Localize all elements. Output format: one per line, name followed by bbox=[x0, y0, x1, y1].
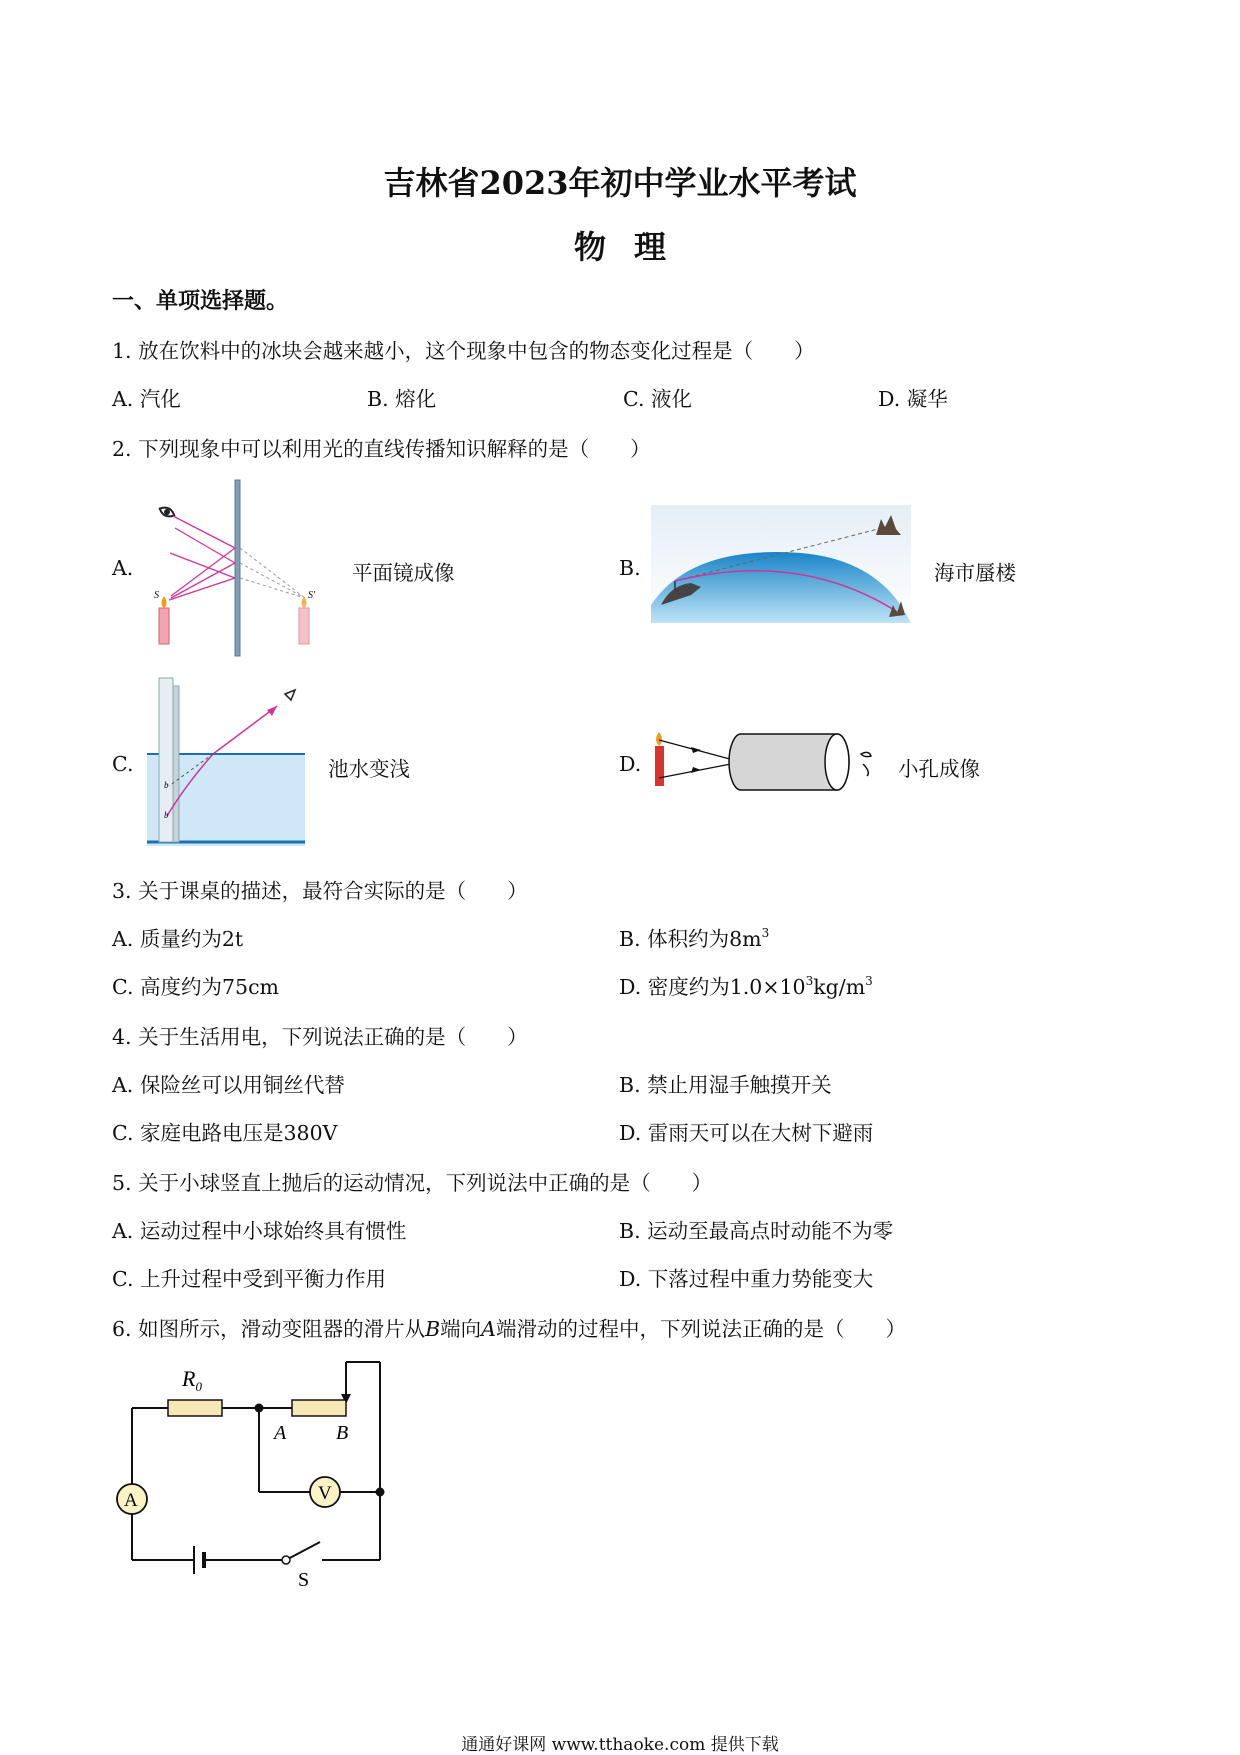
question-5-stem: 5. 关于小球竖直上抛后的运动情况，下列说法中正确的是（ ） bbox=[112, 1171, 713, 1195]
svg-text:b: b bbox=[164, 810, 169, 820]
label-voltmeter: V bbox=[318, 1483, 332, 1504]
q2-option-a: A. bbox=[112, 556, 134, 580]
label-r0: $R_0$ bbox=[182, 1366, 202, 1394]
q5-option-b: B. 运动至最高点时动能不为零 bbox=[619, 1219, 894, 1243]
question-3-stem: 3. 关于课桌的描述，最符合实际的是（ ） bbox=[112, 879, 528, 903]
subject-title: 物理 bbox=[573, 228, 694, 266]
q1-option-b: B. 熔化 bbox=[367, 387, 437, 411]
pinhole-figure bbox=[649, 728, 879, 796]
label-point-a: A bbox=[274, 1422, 287, 1444]
q1-option-c: C. 液化 bbox=[623, 387, 692, 411]
footer: 通通好课网 www.tthaoke.com 提供下载 bbox=[461, 1735, 779, 1755]
rheostat bbox=[292, 1400, 346, 1416]
q5-option-a: A. 运动过程中小球始终具有惯性 bbox=[112, 1219, 407, 1243]
mirror-image-figure bbox=[145, 478, 325, 658]
q3-option-b: B. 体积约为$8m^3$ bbox=[619, 926, 770, 951]
label-switch: S bbox=[298, 1569, 310, 1586]
q2-caption-d: 小孔成像 bbox=[898, 757, 980, 781]
mirror-label-s: S bbox=[154, 590, 159, 601]
question-4-stem: 4. 关于生活用电，下列说法正确的是（ ） bbox=[112, 1025, 528, 1049]
q1-option-a: A. 汽化 bbox=[112, 387, 181, 411]
q2-option-d: D. bbox=[619, 752, 642, 776]
q2-caption-c: 池水变浅 bbox=[328, 757, 410, 781]
label-point-b: B bbox=[336, 1422, 349, 1444]
question-6-stem: 6. 如图所示，滑动变阻器的滑片从B端向A端滑动的过程中，下列说法正确的是（ ） bbox=[112, 1317, 906, 1341]
q5-option-d: D. 下落过程中重力势能变大 bbox=[619, 1267, 874, 1291]
mirror-label-s-prime: S' bbox=[308, 590, 316, 601]
q2-caption-b: 海市蜃楼 bbox=[934, 561, 1016, 585]
svg-text:b: b bbox=[164, 780, 169, 790]
q4-option-c: C. 家庭电路电压是380V bbox=[112, 1121, 338, 1145]
resistor-r0 bbox=[168, 1400, 222, 1416]
q2-option-b: B. bbox=[619, 556, 641, 580]
switch-icon bbox=[282, 1556, 290, 1564]
section-heading: 一、单项选择题。 bbox=[112, 288, 289, 314]
pool-shallow-figure bbox=[145, 676, 315, 846]
label-ammeter: A bbox=[124, 1490, 138, 1511]
circuit-diagram bbox=[112, 1352, 392, 1586]
q5-option-c: C. 上升过程中受到平衡力作用 bbox=[112, 1267, 386, 1291]
q2-caption-a: 平面镜成像 bbox=[352, 561, 455, 585]
q1-option-d: D. 凝华 bbox=[878, 387, 948, 411]
q4-option-d: D. 雷雨天可以在大树下避雨 bbox=[619, 1121, 874, 1145]
q4-option-a: A. 保险丝可以用铜丝代替 bbox=[112, 1073, 345, 1097]
q3-option-a: A. 质量约为2t bbox=[112, 927, 244, 951]
q3-option-c: C. 高度约为75cm bbox=[112, 975, 279, 999]
question-2-stem: 2. 下列现象中可以利用光的直线传播知识解释的是（ ） bbox=[112, 437, 651, 461]
q3-option-d: D. 密度约为$1.0\times 10^3kg/m^3$ bbox=[619, 974, 873, 999]
mirage-figure bbox=[651, 505, 911, 623]
q4-option-b: B. 禁止用湿手触摸开关 bbox=[619, 1073, 832, 1097]
question-1-stem: 1. 放在饮料中的冰块会越来越小，这个现象中包含的物态变化过程是（ ） bbox=[112, 339, 815, 363]
q2-option-c: C. bbox=[112, 752, 134, 776]
exam-title: 吉林省2023年初中学业水平考试 bbox=[383, 164, 857, 202]
